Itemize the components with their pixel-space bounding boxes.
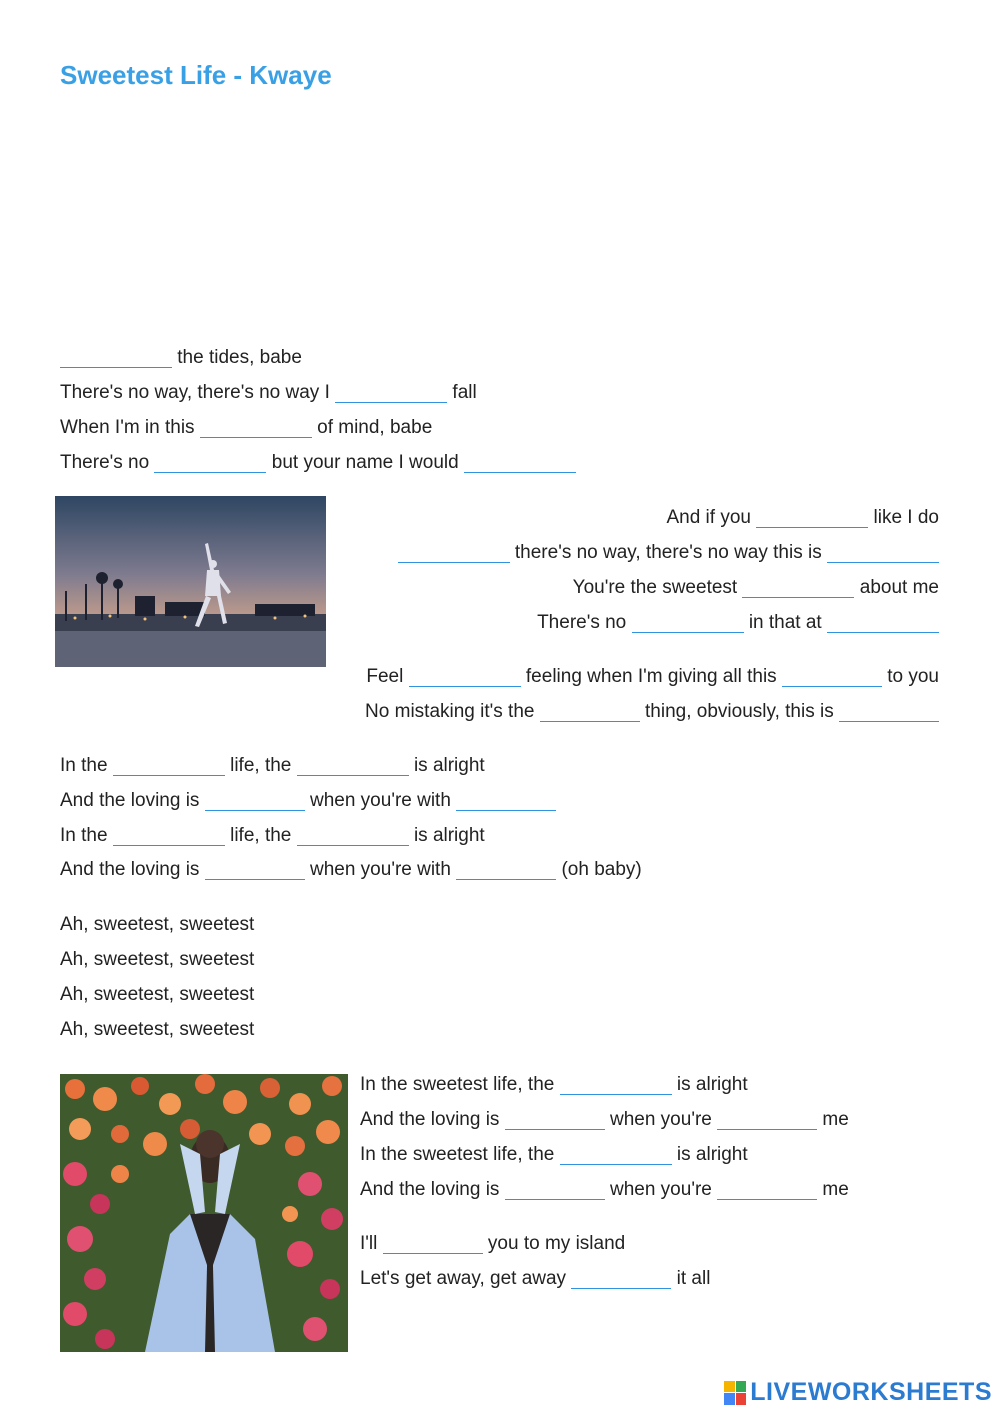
lyric-text: And the loving is xyxy=(360,1109,500,1130)
lyric-text: to you xyxy=(887,666,939,687)
lyric-text: is alright xyxy=(413,755,485,776)
lyric-line xyxy=(360,1232,625,1256)
answer-blank[interactable] xyxy=(505,1199,605,1200)
answer-blank[interactable] xyxy=(742,597,854,598)
lyric-line xyxy=(360,1267,710,1291)
lyric-line xyxy=(60,416,432,440)
worksheet-title: Sweetest Life - Kwaye xyxy=(60,60,332,90)
lyric-text: There's no xyxy=(537,612,627,633)
lyric-text: is alright xyxy=(413,825,485,846)
lyric-text: but your name I would xyxy=(271,452,459,473)
answer-blank[interactable] xyxy=(409,686,521,687)
lyric-text: when you're with xyxy=(309,790,451,811)
answer-blank[interactable] xyxy=(205,879,305,880)
lyric-text: (oh baby) xyxy=(561,859,642,880)
lyric-line xyxy=(360,1108,849,1132)
lyric-line xyxy=(366,665,939,689)
lyric-text: when you're xyxy=(609,1179,712,1200)
answer-blank[interactable] xyxy=(717,1129,817,1130)
lyric-text: of mind, babe xyxy=(317,417,433,438)
lyric-text: it all xyxy=(676,1268,711,1289)
lyric-line xyxy=(360,1073,748,1097)
lyric-text: Feel xyxy=(366,666,404,687)
lyric-text: There's no xyxy=(60,452,150,473)
lyric-text: And if you xyxy=(666,507,751,528)
answer-blank[interactable] xyxy=(335,402,447,403)
lyric-text: In the xyxy=(60,825,108,846)
answer-blank[interactable] xyxy=(827,632,939,633)
lyric-text: And the loving is xyxy=(360,1179,500,1200)
lyric-text: Let's get away, get away xyxy=(360,1268,567,1289)
lyric-line xyxy=(573,576,939,600)
answer-blank[interactable] xyxy=(297,775,409,776)
lyric-text: In the sweetest life, the xyxy=(360,1074,555,1095)
lyric-text: life, the xyxy=(230,755,292,776)
liveworksheets-logo-icon xyxy=(724,1381,746,1405)
lyric-line: Ah, sweetest, sweetest xyxy=(60,914,255,935)
lyric-text: when you're xyxy=(609,1109,712,1130)
lyric-line xyxy=(60,754,485,778)
answer-blank[interactable] xyxy=(398,562,510,563)
answer-blank[interactable] xyxy=(717,1199,817,1200)
lyric-text: fall xyxy=(452,382,477,403)
answer-blank[interactable] xyxy=(560,1164,672,1165)
lyric-text: feeling when I'm giving all this xyxy=(525,666,777,687)
flower-wall-photo xyxy=(60,1074,348,1352)
lyric-line: Ah, sweetest, sweetest xyxy=(60,984,255,1005)
lyric-line xyxy=(365,700,939,724)
lyric-text: I'll xyxy=(360,1233,378,1254)
answer-blank[interactable] xyxy=(827,562,939,563)
lyric-line xyxy=(60,824,485,848)
sunset-dancer-photo xyxy=(55,496,326,667)
answer-blank[interactable] xyxy=(200,437,312,438)
lyric-text: When I'm in this xyxy=(60,417,195,438)
answer-blank[interactable] xyxy=(456,810,556,811)
lyric-text: And the loving is xyxy=(60,790,200,811)
answer-blank[interactable] xyxy=(154,472,266,473)
lyric-text: is alright xyxy=(676,1144,748,1165)
answer-blank[interactable] xyxy=(297,845,409,846)
lyric-line xyxy=(60,858,642,882)
lyric-text: There's no way, there's no way I xyxy=(60,382,330,403)
lyric-text: In the sweetest life, the xyxy=(360,1144,555,1165)
lyric-line: Ah, sweetest, sweetest xyxy=(60,1019,255,1040)
answer-blank[interactable] xyxy=(571,1288,671,1289)
lyric-line: Ah, sweetest, sweetest xyxy=(60,949,255,970)
answer-blank[interactable] xyxy=(383,1253,483,1254)
lyric-text: And the loving is xyxy=(60,859,200,880)
lyric-line xyxy=(537,611,939,635)
answer-blank[interactable] xyxy=(113,845,225,846)
lyric-text: You're the sweetest xyxy=(572,577,738,598)
lyric-line xyxy=(60,346,302,370)
answer-blank[interactable] xyxy=(113,775,225,776)
lyric-line xyxy=(360,1178,849,1202)
lyric-text: in that at xyxy=(748,612,822,633)
lyric-text: like I do xyxy=(873,507,939,528)
lyric-line xyxy=(60,381,477,405)
answer-blank[interactable] xyxy=(505,1129,605,1130)
logo-text: LIVEWORKSHEETS xyxy=(750,1378,992,1406)
lyric-line xyxy=(398,541,939,565)
answer-blank[interactable] xyxy=(456,879,556,880)
lyric-line xyxy=(360,1143,748,1167)
lyric-text: me xyxy=(822,1179,849,1200)
answer-blank[interactable] xyxy=(205,810,305,811)
answer-blank[interactable] xyxy=(756,527,868,528)
answer-blank[interactable] xyxy=(464,472,576,473)
lyric-text: thing, obviously, this is xyxy=(645,701,834,722)
lyric-text: you to my island xyxy=(487,1233,626,1254)
lyric-text: there's no way, there's no way this is xyxy=(514,542,822,563)
lyric-text: life, the xyxy=(230,825,292,846)
lyric-line xyxy=(60,789,556,813)
lyric-text: about me xyxy=(859,577,939,598)
answer-blank[interactable] xyxy=(632,632,744,633)
lyric-text: In the xyxy=(60,755,108,776)
lyric-line xyxy=(666,506,939,530)
answer-blank[interactable] xyxy=(60,367,172,368)
answer-blank[interactable] xyxy=(540,721,640,722)
answer-blank[interactable] xyxy=(782,686,882,687)
liveworksheets-logo xyxy=(724,1378,992,1407)
answer-blank[interactable] xyxy=(839,721,939,722)
lyric-text: No mistaking it's the xyxy=(365,701,535,722)
lyric-text: is alright xyxy=(676,1074,748,1095)
lyric-text: the tides, babe xyxy=(177,347,302,368)
answer-blank[interactable] xyxy=(560,1094,672,1095)
lyric-text: me xyxy=(822,1109,849,1130)
lyric-line xyxy=(60,451,576,475)
lyric-text: when you're with xyxy=(309,859,451,880)
